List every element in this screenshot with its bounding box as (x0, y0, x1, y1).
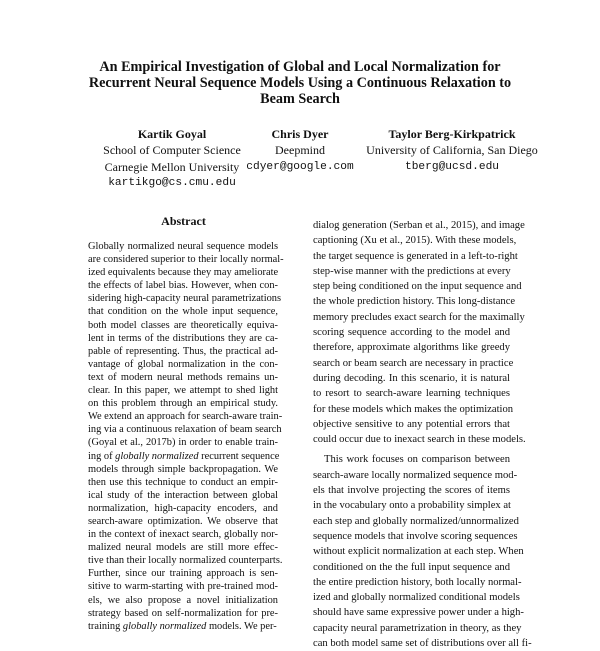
text-line: Further, since our training approach is sen- (88, 568, 278, 580)
text-line: are considered superior to their locally normal- (88, 254, 284, 266)
text-line: tive than their locally normalized counterparts. (88, 555, 283, 567)
text-line: should have same expressive power under a high- (313, 607, 524, 619)
text-line: This work focuses on comparison between (324, 454, 510, 466)
title-line: An Empirical Investigation of Global and Local Normalization for (99, 59, 501, 75)
text-line: step being conditioned on the input sequence and (313, 281, 522, 293)
text-line: search-aware locally normalized sequence mod- (313, 469, 518, 481)
text-line: search or beam search are necessary in practice (313, 357, 514, 369)
text-line: ized and globally normalized conditional models (313, 592, 520, 604)
text-line: each step and globally normalized/unnormalized (313, 515, 519, 527)
text-line: vantage of global normalization in the con- (88, 358, 278, 370)
paper-title (60, 59, 540, 107)
abstract-heading: Abstract (161, 214, 206, 228)
text-line: (Goyal et al., 2017b) in order to enable train- (88, 437, 278, 449)
text-line: We extend an approach for search-aware train- (88, 411, 283, 423)
text-line: during decoding. In this scenario, it is natural (313, 372, 510, 384)
author-affiliation: Deepmind (275, 143, 325, 158)
text-line: dialog generation (Serban et al., 2015), and image (313, 220, 525, 231)
text-line: ized equivalents because they may ameliorate (88, 267, 279, 279)
text-line: sidering high-capacity neural parametrizations (88, 293, 282, 305)
author-affiliation: School of Computer Science (103, 143, 241, 158)
text-line: could occur due to inexact search in these models. (313, 434, 526, 446)
text-line: memory precludes exact search for the maximally (313, 311, 525, 323)
author-email: tberg@ucsd.edu (405, 160, 499, 173)
text-line: the effects of label bias. However, when con- (88, 280, 278, 292)
author-affiliation: University of California, San Diego (366, 143, 538, 158)
body-text-column (313, 218, 532, 651)
text-line: both model classes are theoretically equiva- (88, 319, 278, 331)
text-line: models through simple backpropagation. We (88, 463, 278, 475)
text-line: scoring sequence according to the model and (313, 327, 510, 339)
text-line: malized neural models are still more effec- (88, 542, 278, 554)
text-line: capacity neural parametrization in theory, as they (313, 622, 522, 634)
title-line: Recurrent Neural Sequence Models Using a Continuous Relaxation to (88, 75, 512, 91)
text-line: the target sequence is generated in a left-to-right (313, 250, 518, 262)
text-line: search-aware optimization. We observe that (88, 515, 278, 527)
text-line: objective sensitive to any potential errors that (313, 418, 510, 430)
text-line: els, we also propose a novel initialization (88, 594, 278, 606)
author-name: Chris Dyer (271, 127, 329, 141)
text-line: clear. In this paper, we attempt to shed light (88, 385, 278, 397)
text-line: lent in terms of the distributions they are ca- (88, 332, 278, 344)
text-line: pable of representing. Thus, the practical ad- (88, 345, 278, 357)
text-line: without explicit normalization at each step. When (313, 546, 524, 558)
text-line: then use this technique to conduct an empir- (88, 476, 278, 488)
text-line: in the vocabulary onto a probability simplex at (313, 500, 511, 512)
text-line: sitive to warm-starting with pre-trained mod- (88, 581, 278, 593)
text-line: els that involve projecting the scores of items (313, 485, 510, 497)
author-affiliation: Carnegie Mellon University (104, 159, 240, 174)
text-line: that condition on the whole input sequence, (88, 306, 278, 318)
title-line: Beam Search (260, 91, 340, 107)
author-block (352, 126, 552, 175)
abstract-text (88, 240, 284, 633)
text-line: sequence models that involve scoring sequences (313, 530, 518, 542)
text-line: Globally normalized neural sequence models (88, 241, 278, 252)
text-line: strategy based on self-normalization for pre- (88, 607, 278, 619)
text-line: can both model same set of distributions over all fi- (313, 638, 532, 650)
text-line: for these models which makes the optimization (313, 403, 514, 415)
author-name: Kartik Goyal (137, 127, 207, 141)
text-line: to resort to search-aware learning techniques (313, 388, 510, 400)
author-name: Taylor Berg-Kirkpatrick (388, 127, 516, 141)
text-line: training globally normalized models. We per- (88, 620, 277, 632)
text-line: captioning (Xu et al., 2015). With these models, (313, 235, 517, 247)
author-block (235, 126, 365, 175)
text-line: ical study of the interaction between global (88, 489, 278, 501)
text-line: conditioned on the the full input sequence and (313, 561, 510, 573)
text-line: the whole prediction history. This long-distance (313, 296, 516, 308)
text-line: the entire prediction history, both locally normal- (313, 576, 522, 588)
author-email: cdyer@google.com (246, 160, 354, 173)
text-line: step-wise manner with the predictions at every (313, 265, 511, 277)
text-line: ing via a continuous relaxation of beam search (88, 424, 282, 436)
text-line: therefore, approximate algorithms like greedy (313, 342, 510, 354)
author-email: kartikgo@cs.cmu.edu (108, 177, 236, 190)
text-line: text of modern neural methods remains un- (88, 371, 278, 383)
text-line: in the context of inexact search, globally nor- (88, 529, 278, 541)
text-line: on this problem through an empirical study. (88, 398, 278, 410)
text-line: ing of globally normalized recurrent sequence (88, 450, 280, 462)
text-line: normalization, high-capacity encoders, and (88, 502, 278, 514)
